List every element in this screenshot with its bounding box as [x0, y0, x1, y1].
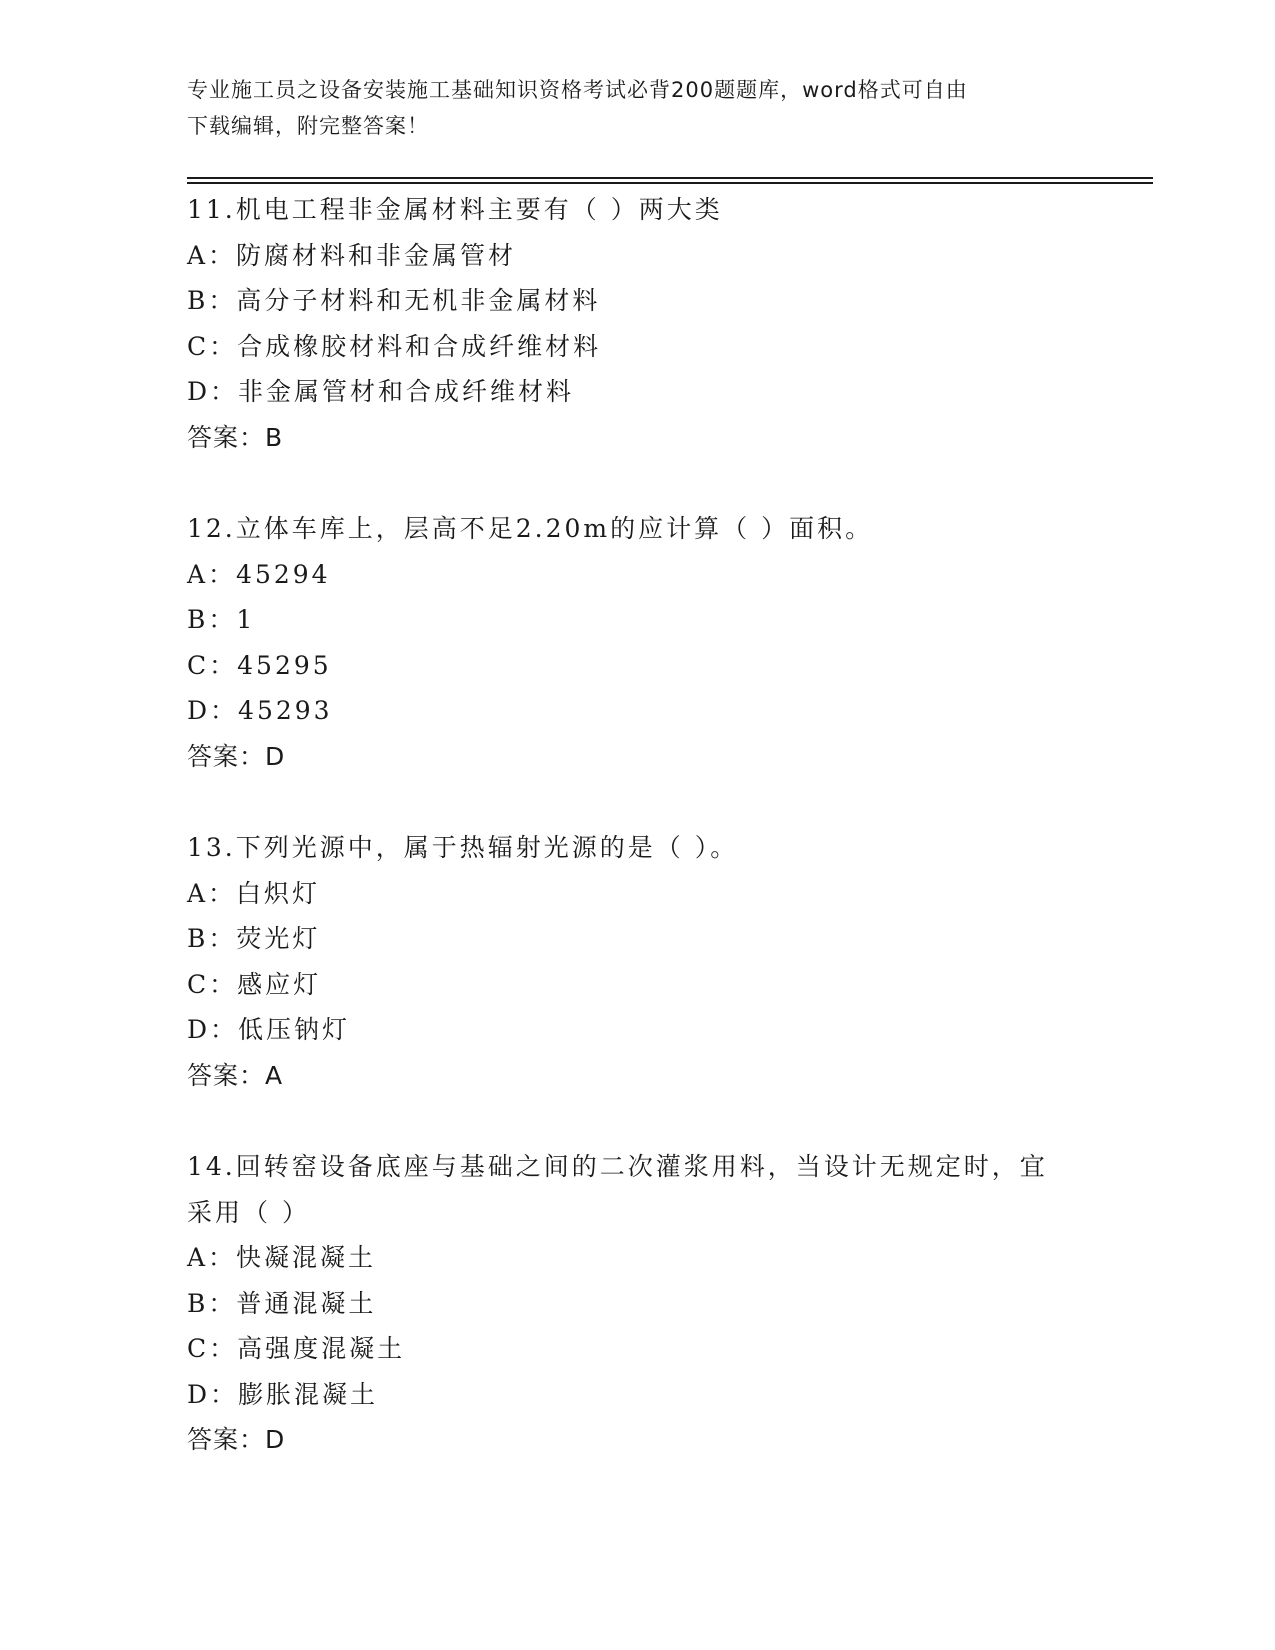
option-c: C：合成橡胶材料和合成纤维材料	[187, 331, 602, 361]
option-a: A：快凝混凝土	[187, 1243, 377, 1272]
question-stem: 11.机电工程非金属材料主要有（ ）两大类	[187, 195, 723, 224]
document-header	[187, 72, 1087, 144]
option-b: B：荧光灯	[187, 924, 321, 953]
option-d: D：低压钠灯	[187, 1015, 351, 1044]
option-c: C：高强度混凝土	[187, 1334, 406, 1363]
answer-line: 答案：B	[187, 422, 284, 452]
answer-line: 答案：D	[187, 741, 286, 771]
header-line-1: 专业施工员之设备安装施工基础知识资格考试必背200题题库，word格式可自由	[187, 78, 968, 102]
question-stem-line-2: 采用（ ）	[187, 1197, 310, 1227]
option-b: B：普通混凝土	[187, 1288, 377, 1318]
question-stem-line-1: 14.回转窑设备底座与基础之间的二次灌浆用料，当设计无规定时，宜	[187, 1152, 1048, 1181]
header-divider-top	[187, 177, 1153, 179]
question-block	[187, 1144, 1087, 1463]
question-block	[187, 506, 1087, 779]
option-a: A：白炽灯	[187, 878, 321, 908]
option-c: C：感应灯	[187, 969, 322, 999]
option-a: A：防腐材料和非金属管材	[187, 240, 517, 270]
question-block	[187, 825, 1087, 1098]
option-d: D：45293	[187, 696, 333, 725]
question-stem: 13.下列光源中，属于热辐射光源的是（ ）。	[187, 833, 739, 862]
option-a: A：45294	[187, 559, 331, 589]
question-stem: 12.立体车库上，层高不足2.20m的应计算（ ）面积。	[187, 514, 874, 543]
option-c: C：45295	[187, 650, 332, 680]
header-line-2: 下载编辑，附完整答案！	[187, 114, 429, 138]
option-d: D：非金属管材和合成纤维材料	[187, 377, 575, 406]
question-block	[187, 187, 1087, 460]
answer-line: 答案：A	[187, 1060, 284, 1090]
header-divider-bottom	[187, 182, 1153, 184]
answer-line: 答案：D	[187, 1425, 286, 1454]
option-d: D：膨胀混凝土	[187, 1379, 379, 1409]
option-b: B：高分子材料和无机非金属材料	[187, 286, 601, 315]
option-b: B：1	[187, 605, 256, 634]
